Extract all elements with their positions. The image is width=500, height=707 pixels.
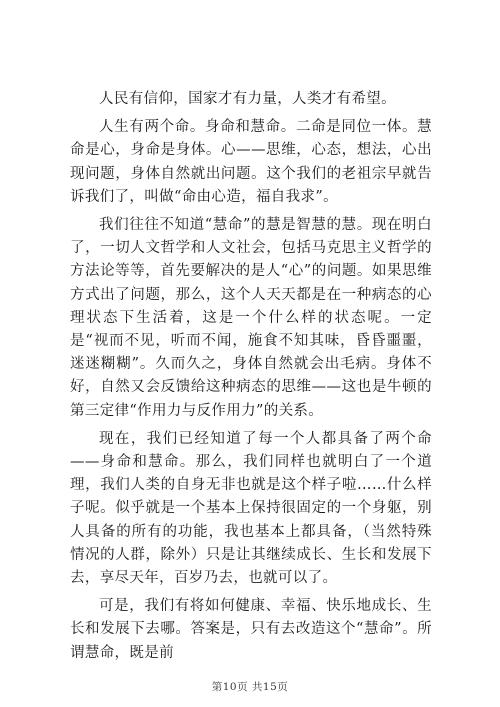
paragraph: 人民有信仰，国家才有力量，人类才有希望。 — [99, 91, 396, 107]
paragraph: 我们往往不知道“慧命”的慧是智慧的慧。现在明白了，一切人文哲学和人文社会，包括马克思主义哲学的方法论等等，首先要解决的是人“心”的问题。如果思维方式出了问题，那么，这个人天天都是在一种病态的心理状态下生活着，这是一个什么样的状态呢。一定是“视而不见，听而不闻，施食不知其味，昏昏噩噩，迷迷糊糊”。久而久之，身体自然就会出毛病。身体不好，自然又会反馈给这种病态的思维——这也是牛顿的第三定律“作用力与反作用力”的关系。 — [70, 217, 432, 419]
page-footer: 第10页 共15页 — [211, 681, 289, 693]
paragraph: 现在，我们已经知道了每一个人都具备了两个命——身命和慧命。那么，我们同样也就明白了一个道理，我们人类的自身无非也就是这个样子啦……什么样子呢。似乎就是一个基本上保持很固定的一个身躯，别人具备的所有的功能，我也基本上都具备，（当然特殊情况的人群，除外）只是让其继续成长、生长和发展下去，享尽天年，百岁乃去，也就可以了。 — [70, 430, 432, 587]
document-body — [70, 88, 432, 665]
paragraph: 可是，我们有将如何健康、幸福、快乐地成长、生长和发展下去哪。答案是，只有去改造这个“慧命”。所谓慧命，既是前 — [70, 598, 432, 661]
paragraph: 人生有两个命。身命和慧命。二命是同位一体。慧命是心，身命是身体。心——思维，心态，想法，心出现问题，身体自然就出问题。这个我们的老祖宗早就告诉我们了，叫做“命由心造，福自我求”。 — [70, 119, 432, 205]
